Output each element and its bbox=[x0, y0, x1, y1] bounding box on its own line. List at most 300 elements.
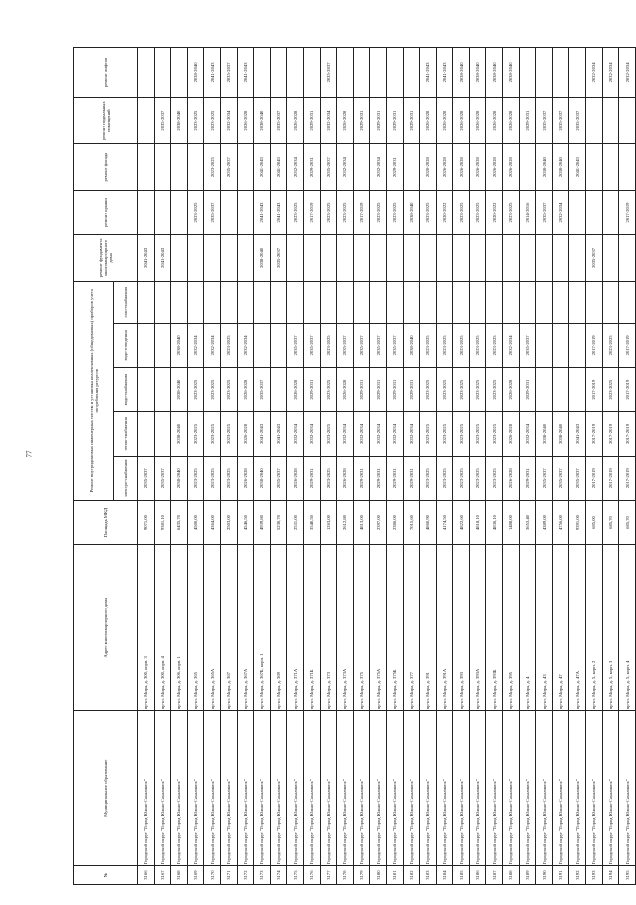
table-cell: 2020-2022 bbox=[436, 190, 453, 234]
table-cell: пр-кт. Мира, д. 4 bbox=[519, 545, 536, 711]
table-cell: 2038-2040 bbox=[403, 190, 420, 234]
table-cell: 4364,00 bbox=[204, 500, 221, 544]
table-cell bbox=[586, 144, 603, 190]
table-cell: 2035-2037 bbox=[586, 235, 603, 281]
table-cell: 2023-2025 bbox=[187, 190, 204, 234]
table-cell bbox=[519, 281, 536, 323]
page-number: 77 bbox=[25, 450, 34, 458]
table-cell: Городской округ "Город Южно-Сахалинск" bbox=[254, 711, 271, 866]
table-cell: пр-кт. Мира, д. 375Б bbox=[386, 545, 403, 711]
table-row bbox=[287, 48, 304, 885]
table-cell: 2026-2028 bbox=[436, 97, 453, 143]
table-cell bbox=[138, 412, 155, 456]
table-cell: 2020-2022 bbox=[486, 190, 503, 234]
table-cell: Городской округ "Город Южно-Сахалинск" bbox=[403, 711, 420, 866]
table-cell bbox=[320, 235, 337, 281]
table-cell: 2017-2019 bbox=[586, 456, 603, 500]
table-cell: 2023-2025 bbox=[386, 190, 403, 234]
table-cell bbox=[569, 281, 586, 323]
table-cell: Городской округ "Город Южно-Сахалинск" bbox=[370, 711, 387, 866]
table-cell: 2038-2040 bbox=[171, 323, 188, 367]
table-cell: 2026-2028 bbox=[503, 368, 520, 412]
table-cell bbox=[154, 323, 171, 367]
table-cell bbox=[436, 235, 453, 281]
table-row bbox=[320, 48, 337, 885]
table-cell: пр-кт. Мира, д. 5, корп. 3 bbox=[602, 545, 619, 711]
table-cell: 2017-2019 bbox=[619, 323, 636, 367]
table-row bbox=[569, 48, 586, 885]
table-cell: пр-кт. Мира, д. 373А bbox=[337, 545, 354, 711]
table-cell: 3540,50 bbox=[303, 500, 320, 544]
table-cell: Городской округ "Город Южно-Сахалинск" bbox=[303, 711, 320, 866]
table-cell: 2026-2028 bbox=[503, 144, 520, 190]
table-cell bbox=[187, 281, 204, 323]
table-cell: 2041-2043 bbox=[270, 412, 287, 456]
table-cell: 2023-2025 bbox=[320, 190, 337, 234]
table-cell: 4813,00 bbox=[353, 500, 370, 544]
table-cell: 2023-2025 bbox=[453, 456, 470, 500]
table-row bbox=[436, 48, 453, 885]
table-cell: 2038-2040 bbox=[536, 412, 553, 456]
table-cell: 1263,00 bbox=[320, 500, 337, 544]
table-cell: 3166 bbox=[138, 866, 155, 885]
table-cell: Городской округ "Город Южно-Сахалинск" bbox=[138, 711, 155, 866]
table-cell: 2029-2031 bbox=[303, 368, 320, 412]
table-cell bbox=[403, 144, 420, 190]
table-cell: 2017-2019 bbox=[586, 323, 603, 367]
table-cell: Городской округ "Город Южно-Сахалинск" bbox=[569, 711, 586, 866]
table-cell: 2023-2025 bbox=[420, 412, 437, 456]
table-cell: 2032-2034 bbox=[519, 412, 536, 456]
table-cell: 2032-2034 bbox=[403, 412, 420, 456]
table-cell bbox=[569, 323, 586, 367]
table-cell bbox=[237, 190, 254, 234]
table-cell: 2023-2025 bbox=[320, 323, 337, 367]
table-cell: 2023-2025 bbox=[503, 190, 520, 234]
table-cell: 2032-2034 bbox=[320, 97, 337, 143]
table-cell: 2023-2025 bbox=[469, 412, 486, 456]
table-cell: 2026-2028 bbox=[469, 144, 486, 190]
table-cell: 3181 bbox=[386, 866, 403, 885]
table-row bbox=[370, 48, 387, 885]
table-cell: 2035-2037 bbox=[154, 97, 171, 143]
table-cell: 2023-2025 bbox=[220, 412, 237, 456]
table-cell: 2032-2034 bbox=[287, 412, 304, 456]
table-row bbox=[453, 48, 470, 885]
table-row bbox=[586, 48, 603, 885]
table-row bbox=[337, 48, 354, 885]
table-cell: 2023-2025 bbox=[320, 412, 337, 456]
table-cell: Городской округ "Город Южно-Сахалинск" bbox=[519, 711, 536, 866]
table-cell bbox=[270, 281, 287, 323]
table-cell: 2032-2034 bbox=[237, 323, 254, 367]
table-cell: 2023-2025 bbox=[220, 456, 237, 500]
table-cell: 2029-2031 bbox=[403, 456, 420, 500]
table-cell bbox=[353, 144, 370, 190]
table-row bbox=[486, 48, 503, 885]
table-cell: 2029-2031 bbox=[519, 368, 536, 412]
table-cell bbox=[138, 323, 155, 367]
table-cell: 2029-2031 bbox=[370, 456, 387, 500]
table-cell: 3188 bbox=[503, 866, 520, 885]
table-cell bbox=[370, 235, 387, 281]
header-foundation: ремонт фундамента многоквартирного дома bbox=[74, 235, 138, 281]
table-cell: 2531,00 bbox=[287, 500, 304, 544]
table-cell: 2032-2034 bbox=[370, 412, 387, 456]
table-cell: Городской округ "Город Южно-Сахалинск" bbox=[602, 711, 619, 866]
table-cell: 2038-2040 bbox=[403, 323, 420, 367]
table-cell: 2397,00 bbox=[370, 500, 387, 544]
table-cell: 2023-2025 bbox=[204, 97, 221, 143]
table-cell: 3185 bbox=[453, 866, 470, 885]
table-cell: 3194 bbox=[602, 866, 619, 885]
table-cell: 2026-2028 bbox=[436, 144, 453, 190]
table-cell bbox=[469, 235, 486, 281]
table-cell: 2041-2043 bbox=[254, 144, 271, 190]
header-municipality: Муниципальное образование bbox=[74, 711, 138, 866]
table-cell bbox=[270, 368, 287, 412]
table-cell: 2023-2025 bbox=[320, 456, 337, 500]
table-body bbox=[138, 48, 636, 885]
table-cell: 2035-2037 bbox=[536, 456, 553, 500]
table-row bbox=[270, 48, 287, 885]
header-basement: ремонт подвальных помещений bbox=[74, 97, 138, 143]
table-cell bbox=[270, 323, 287, 367]
table-cell: 2035-2037 bbox=[386, 323, 403, 367]
table-cell: 2017-2019 bbox=[619, 190, 636, 234]
table-row bbox=[220, 48, 237, 885]
table-cell: 2023-2025 bbox=[453, 412, 470, 456]
table-row bbox=[138, 48, 155, 885]
table-cell: 2023-2025 bbox=[453, 323, 470, 367]
table-cell: 3171 bbox=[220, 866, 237, 885]
table-cell bbox=[453, 235, 470, 281]
table-cell: 2032-2034 bbox=[602, 48, 619, 98]
table-cell: 2023-2025 bbox=[486, 412, 503, 456]
table-cell bbox=[602, 190, 619, 234]
table-cell: 2503,00 bbox=[220, 500, 237, 544]
table-cell: 2038-2040 bbox=[503, 48, 520, 98]
table-cell: 2017-2019 bbox=[586, 412, 603, 456]
table-cell bbox=[270, 48, 287, 98]
table-cell bbox=[536, 281, 553, 323]
table-cell: 2023-2025 bbox=[187, 412, 204, 456]
header-water: водо-снабжения bbox=[114, 368, 138, 412]
table-cell: 5230,70 bbox=[270, 500, 287, 544]
table-cell: 2023-2025 bbox=[187, 97, 204, 143]
table-cell: Городской округ "Город Южно-Сахалинск" bbox=[270, 711, 287, 866]
table-cell: 2026-2028 bbox=[237, 456, 254, 500]
table-cell: 2023-2025 bbox=[436, 368, 453, 412]
table-cell: 2014-2016 bbox=[519, 190, 536, 234]
table-cell: 2023-2025 bbox=[436, 456, 453, 500]
table-cell: 2029-2031 bbox=[353, 97, 370, 143]
table-cell: пр-кт. Мира, д. 371Б bbox=[303, 545, 320, 711]
table-cell: 2029-2031 bbox=[386, 456, 403, 500]
table-cell bbox=[569, 235, 586, 281]
table-cell: 2035-2037 bbox=[138, 456, 155, 500]
table-cell: 2041-2043 bbox=[154, 235, 171, 281]
table-cell: 2035-2037 bbox=[569, 456, 586, 500]
table-cell: 2023-2025 bbox=[187, 456, 204, 500]
table-cell bbox=[436, 281, 453, 323]
table-cell: 3169 bbox=[187, 866, 204, 885]
table-cell: 685,00 bbox=[586, 500, 603, 544]
table-cell: Городской округ "Город Южно-Сахалинск" bbox=[187, 711, 204, 866]
table-cell bbox=[552, 235, 569, 281]
table-cell: 2035-2037 bbox=[337, 323, 354, 367]
table-cell: 2041-2043 bbox=[420, 48, 437, 98]
table-cell: 685,70 bbox=[619, 500, 636, 544]
table-cell: 2023-2025 bbox=[453, 190, 470, 234]
table-cell bbox=[370, 48, 387, 98]
table-cell bbox=[138, 97, 155, 143]
table-cell bbox=[220, 190, 237, 234]
table-cell: 2035-2037 bbox=[220, 144, 237, 190]
table-cell: Городской округ "Город Южно-Сахалинск" bbox=[420, 711, 437, 866]
table-cell: 2032-2034 bbox=[303, 412, 320, 456]
table-cell: пр-кт. Мира, д. 377 bbox=[403, 545, 420, 711]
table-cell bbox=[138, 368, 155, 412]
table-cell: 2026-2028 bbox=[469, 97, 486, 143]
table-cell: 2035-2037 bbox=[370, 323, 387, 367]
table-cell bbox=[420, 235, 437, 281]
table-cell: 1488,00 bbox=[503, 500, 520, 544]
header-address: Адрес многоквартирного дома bbox=[74, 545, 138, 711]
table-cell: 3190 bbox=[536, 866, 553, 885]
table-cell: 2032-2034 bbox=[337, 412, 354, 456]
table-cell: 2032-2034 bbox=[337, 144, 354, 190]
table-cell: 2038-2040 bbox=[486, 48, 503, 98]
table-cell bbox=[536, 48, 553, 98]
table-row bbox=[552, 48, 569, 885]
table-cell: 2032-2034 bbox=[552, 190, 569, 234]
table-cell: 2023-2025 bbox=[436, 323, 453, 367]
table-cell bbox=[353, 235, 370, 281]
header-facade: ремонт фасада bbox=[74, 144, 138, 190]
table-cell: 2026-2028 bbox=[287, 456, 304, 500]
table-cell: 2026-2028 bbox=[287, 368, 304, 412]
table-cell: 2029-2031 bbox=[353, 368, 370, 412]
table-cell bbox=[303, 48, 320, 98]
table-cell: 4939,80 bbox=[254, 500, 271, 544]
header-electro: электро-снабжения bbox=[114, 456, 138, 500]
table-cell: 2038-2040 bbox=[171, 456, 188, 500]
header-gas: газо-снабжения bbox=[114, 281, 138, 323]
table-cell: 3186 bbox=[469, 866, 486, 885]
table-cell: 2026-2028 bbox=[337, 368, 354, 412]
table-cell: пр-кт. Мира, д. 371А bbox=[287, 545, 304, 711]
table-cell: 3187 bbox=[486, 866, 503, 885]
table-cell: пр-кт. Мира, д. 367Б, корп. 1 bbox=[254, 545, 271, 711]
table-cell: пр-кт. Мира, д. 47А bbox=[569, 545, 586, 711]
table-cell: 2038-2040 bbox=[171, 368, 188, 412]
table-cell: Городской округ "Город Южно-Сахалинск" bbox=[586, 711, 603, 866]
table-cell: 2032-2034 bbox=[370, 144, 387, 190]
table-cell: 4822,60 bbox=[453, 500, 470, 544]
table-cell bbox=[519, 144, 536, 190]
table-cell bbox=[154, 144, 171, 190]
table-cell: 4860,90 bbox=[420, 500, 437, 544]
table-row bbox=[154, 48, 171, 885]
table-cell: Городской округ "Город Южно-Сахалинск" bbox=[503, 711, 520, 866]
table-cell: 2023-2025 bbox=[469, 323, 486, 367]
table-cell: 2023-2025 bbox=[602, 323, 619, 367]
table-cell: Городской округ "Город Южно-Сахалинск" bbox=[287, 711, 304, 866]
table-cell bbox=[486, 281, 503, 323]
table-cell: 2026-2028 bbox=[287, 97, 304, 143]
table-cell: 2038-2040 bbox=[536, 144, 553, 190]
table-cell: 2035-2037 bbox=[287, 323, 304, 367]
table-cell: 2035-2037 bbox=[552, 97, 569, 143]
table-cell: пр-кт. Мира, д. 365А bbox=[204, 545, 221, 711]
table-cell bbox=[220, 281, 237, 323]
table-cell: 2029-2031 bbox=[303, 97, 320, 143]
table-cell: 2032-2034 bbox=[353, 412, 370, 456]
table-cell: 2023-2025 bbox=[602, 368, 619, 412]
table-cell: 2038-2040 bbox=[469, 48, 486, 98]
table-cell: 4389,00 bbox=[536, 500, 553, 544]
table-cell: 2017-2019 bbox=[586, 368, 603, 412]
table-cell: 6435,70 bbox=[171, 500, 188, 544]
header-heat: тепло-снабжения bbox=[114, 412, 138, 456]
table-cell: Городской округ "Город Южно-Сахалинск" bbox=[619, 711, 636, 866]
table-cell bbox=[536, 323, 553, 367]
table-cell: 3175 bbox=[287, 866, 304, 885]
table-cell bbox=[569, 368, 586, 412]
table-cell bbox=[220, 235, 237, 281]
table-cell: Городской округ "Город Южно-Сахалинск" bbox=[552, 711, 569, 866]
table-cell bbox=[503, 235, 520, 281]
table-cell: 2029-2031 bbox=[403, 97, 420, 143]
table-cell: 2035-2037 bbox=[552, 456, 569, 500]
table-cell: 2023-2025 bbox=[420, 456, 437, 500]
table-cell: Городской округ "Город Южно-Сахалинск" bbox=[469, 711, 486, 866]
table-cell: 2038-2040 bbox=[187, 48, 204, 98]
table-cell: 2029-2031 bbox=[303, 456, 320, 500]
table-cell: 2386,00 bbox=[386, 500, 403, 544]
table-row bbox=[386, 48, 403, 885]
table-cell: 2612,80 bbox=[337, 500, 354, 544]
table-cell: 2038-2040 bbox=[254, 456, 271, 500]
table-cell: 4546,50 bbox=[237, 500, 254, 544]
table-cell: Городской округ "Город Южно-Сахалинск" bbox=[171, 711, 188, 866]
table-cell: 2032-2034 bbox=[619, 48, 636, 98]
table-cell: 2023-2025 bbox=[420, 323, 437, 367]
table-cell: 2041-2043 bbox=[270, 144, 287, 190]
table-cell bbox=[552, 368, 569, 412]
table-cell bbox=[403, 235, 420, 281]
table-row bbox=[536, 48, 553, 885]
table-cell: 685,70 bbox=[602, 500, 619, 544]
table-cell bbox=[370, 281, 387, 323]
table-cell: 3167 bbox=[154, 866, 171, 885]
table-cell bbox=[287, 48, 304, 98]
table-row bbox=[254, 48, 271, 885]
table-cell: 2035-2037 bbox=[254, 368, 271, 412]
table-cell: 2017-2019 bbox=[619, 368, 636, 412]
table-cell: 2023-2025 bbox=[187, 368, 204, 412]
table-cell: 2023-2025 bbox=[204, 412, 221, 456]
table-cell bbox=[254, 48, 271, 98]
table-cell: пр-кт. Мира, д. 391А bbox=[436, 545, 453, 711]
table-cell: 2035-2037 bbox=[569, 97, 586, 143]
table-cell bbox=[602, 144, 619, 190]
table-cell: 2041-2043 bbox=[204, 48, 221, 98]
table-cell: 3183 bbox=[420, 866, 437, 885]
table-cell bbox=[254, 281, 271, 323]
table-cell: Городской округ "Город Южно-Сахалинск" bbox=[353, 711, 370, 866]
table-cell: 2035-2037 bbox=[270, 97, 287, 143]
table-cell: 3180 bbox=[370, 866, 387, 885]
table-cell: 2026-2028 bbox=[486, 97, 503, 143]
table-cell: 2023-2025 bbox=[370, 190, 387, 234]
table-cell: 2023-2025 bbox=[486, 323, 503, 367]
table-cell: 3173 bbox=[254, 866, 271, 885]
header-group-repair: Ремонт внутридомовых инженерных систем и установка коллективных (общедомовых) приборов учета потребления ресурсов bbox=[74, 281, 114, 500]
table-cell: 2029-2031 bbox=[370, 368, 387, 412]
table-cell bbox=[420, 281, 437, 323]
table-cell bbox=[154, 281, 171, 323]
table-cell bbox=[187, 235, 204, 281]
table-cell bbox=[171, 190, 188, 234]
table-cell: 2041-2043 bbox=[254, 412, 271, 456]
table-cell: 3184 bbox=[436, 866, 453, 885]
table-cell bbox=[138, 48, 155, 98]
table-cell: пр-кт. Мира, д. 306, корп. 1 bbox=[171, 545, 188, 711]
table-cell: пр-кт. Мира, д. 5, корп. 4 bbox=[619, 545, 636, 711]
table-cell: Городской округ "Город Южно-Сахалинск" bbox=[486, 711, 503, 866]
table-cell bbox=[337, 235, 354, 281]
table-cell: 2032-2034 bbox=[586, 48, 603, 98]
table-cell: пр-кт. Мира, д. 393Б bbox=[486, 545, 503, 711]
table-cell: 9071,00 bbox=[138, 500, 155, 544]
table-cell: 2035-2037 bbox=[353, 323, 370, 367]
table-cell: 4174,50 bbox=[436, 500, 453, 544]
table-cell bbox=[204, 235, 221, 281]
table-cell: 2035-2037 bbox=[270, 456, 287, 500]
table-cell: 3193 bbox=[586, 866, 603, 885]
table-cell bbox=[154, 190, 171, 234]
table-cell: 2032-2034 bbox=[386, 412, 403, 456]
table-cell: 2023-2025 bbox=[220, 323, 237, 367]
table-cell bbox=[154, 368, 171, 412]
table-cell bbox=[138, 281, 155, 323]
table-cell bbox=[503, 281, 520, 323]
header-lift: ремонт лифтов bbox=[74, 48, 138, 98]
table-cell bbox=[569, 48, 586, 98]
table-cell: Городской округ "Город Южно-Сахалинск" bbox=[204, 711, 221, 866]
table-cell: 2026-2028 bbox=[503, 412, 520, 456]
table-cell bbox=[602, 235, 619, 281]
table-cell: 2029-2031 bbox=[403, 368, 420, 412]
table-cell: 2035-2037 bbox=[536, 190, 553, 234]
document-sheet bbox=[73, 47, 630, 885]
table-cell bbox=[519, 235, 536, 281]
table-cell: 2017-2019 bbox=[619, 412, 636, 456]
table-cell: пр-кт. Мира, д. 375А bbox=[370, 545, 387, 711]
table-cell: 2023-2025 bbox=[204, 144, 221, 190]
table-cell: 2038-2040 bbox=[254, 235, 271, 281]
table-cell: 2026-2028 bbox=[337, 456, 354, 500]
table-cell: 9381,10 bbox=[154, 500, 171, 544]
table-cell: 2026-2028 bbox=[337, 97, 354, 143]
table-cell bbox=[171, 281, 188, 323]
table-cell: 2023-2025 bbox=[469, 190, 486, 234]
table-cell bbox=[619, 144, 636, 190]
table-cell: 2041-2043 bbox=[237, 48, 254, 98]
table-cell: 3172 bbox=[237, 866, 254, 885]
